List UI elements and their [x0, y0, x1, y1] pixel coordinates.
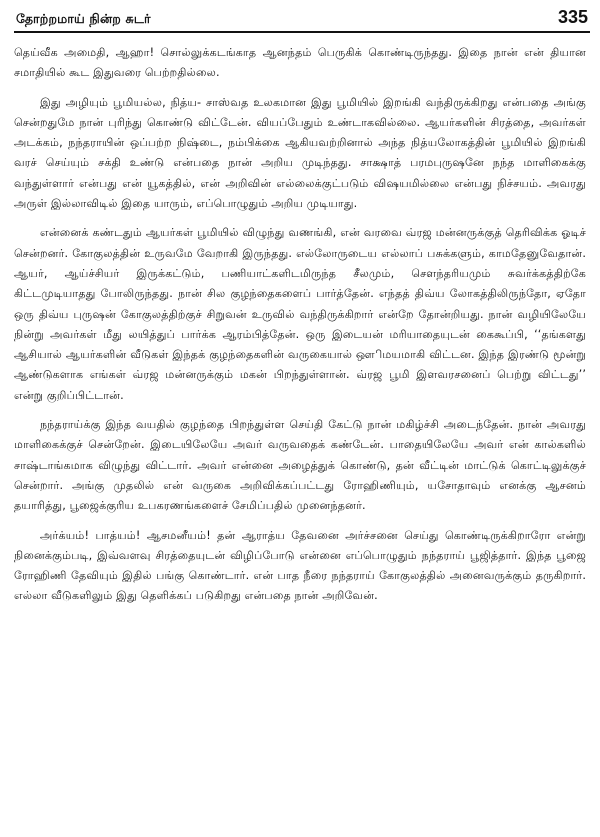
paragraph-1: தெய்வீக அமைதி, ஆஹா! சொல்லுக்கடங்காத ஆனந்தம் பெருகிக் கொண்டிருந்தது. இதை நான் என் தியான சமாதியில் கூட இதுவரை பெற்றதில்லை.	[14, 46, 586, 80]
paragraph-5: அர்க்யம்! பாத்யம்! ஆசமனீயம்! தன் ஆராத்ய தேவனை அர்ச்சனை செய்து கொண்டிருக்கிறாரோ என்று நினைக்கும்படி, இவ்வளவு சிரத்தையுடன் விழிப்போடு என்னை எப்பொழுதும் நந்தராய் பூஜித்தார். இந்த பூஜை ரோஹிணி தேவியும் இதில் பங்கு கொண்டார். என் பாத நீரை நந்தராய் கோகுலத்தில் அனைவருக்கும் தருகிறார். எல்லா வீடுகளிலும் இது தெளிக்கப் படுகிறது என்பதை நான் அறிவேன்.	[14, 528, 586, 603]
paragraph-4: நந்தராய்க்கு இந்த வயதில் குழந்தை பிறந்துள்ள செய்தி கேட்டு நான் மகிழ்ச்சி அடைந்தேன். நான் அவரது மாளிகைக்குச் சென்றேன். இடையிலேயே அவர் வருவதைக் கண்டேன். பாதையிலேயே அவர் என் கால்களில் சாஷ்டாங்கமாக விழுந்து விட்டார். அவர் என்னை அழைத்துக் கொண்டு, தன் வீட்டின் மாட்டுக் கொட்டிலுக்குச் சென்றார். அங்கு முதலில் என் வருகை அறிவிக்கப்பட்டது ரோஹிணியும், யசோதாவும் எனக்கு ஆசனம் தயாரித்து, பூஜைக்குரிய உபகரணங்களைச் சேமிப்பதில் முனைந்தனர்.	[14, 418, 586, 513]
running-title: தோற்றமாய் நின்ற சுடர்	[16, 11, 151, 26]
body-text	[14, 43, 590, 607]
paragraph-2: இது அழியும் பூமியல்ல, நித்ய- சாஸ்வத உலகமான இது பூமியில் இறங்கி வந்திருக்கிறது என்பதை அங்கு சென்றதுமே நான் புரிந்து கொண்டு விட்டேன். வியப்பேதும் உண்டாகவில்லை. ஆயர்களின் சிரத்தை, அவர்கள் அடக்கம், நந்தராயின் ஒப்பற்ற நிஷ்டை, நம்பிக்கை ஆகியவற்றினால் அந்த நித்யலோகத்தின் பூமியில் இறங்கி வரச் செய்யும் சக்தி உண்டு என்பதை நான் அறிய முடிந்தது. சாக்ஷாத் பரமபுருஷனே நந்த மாளிகைக்கு வந்துள்ளார் என்பது என் யூகத்தில், என் அறிவின் எல்லைக்குட்படும் விஷயமில்லை என்பது நிச்சயம். அவரது அருள் இல்லாவிடில் இதை யாரும், எப்பொழுதும் அறிய முடியாது.	[14, 95, 586, 211]
paragraph-3: என்னைக் கண்டதும் ஆயர்கள் பூமியில் விழுந்து வணங்கி, என் வரவை வ்ரஜ மன்னருக்குத் தெரிவிக்க ஓடிச் சென்றனர். கோகுலத்தின் உருவமே வேறாகி இருந்தது. எல்லோருடைய எல்லாப் பசுக்களும், காமதேனுவேதான். ஆயர், ஆய்ச்சியர் இருக்கட்டும், பணியாட்களிடமிருந்த சீலமும், சௌந்தரியமும் சுவர்க்கத்திற்கே கிட்டமுடியாதது போலிருந்தது. நான் சில குழந்தைகளைப் பார்த்தேன். எந்தத் திவ்ய லோகத்திலிருந்தோ, ஏதோ ஒரு திவ்ய புருஷன் கோகுலத்திற்குச் சிறுவன் உருவில் வந்திருக்கிறார் என்றே தோன்றியது. நான் வழியிலேயே நின்று அவர்கள் மீது லயித்துப் பார்க்க ஆரம்பித்தேன். ஒரு இடையன் மரியாதையுடன் கைகூப்பி, ‘‘தங்களது ஆசியால் ஆயர்களின் வீடுகள் இந்தக் குழந்தைகளின் வருகையால் ஔிமயமாகி விட்டன. இந்த இரண்டு மூன்று ஆண்டுகளாக எங்கள் வ்ரஜ மன்னருக்கும் மகன் பிறந்துள்ளான். வ்ரஜ பூமி இளவரசனைப் பெற்று விட்டது’’ என்று குறிப்பிட்டான்.	[14, 226, 586, 402]
page-header	[14, 6, 590, 33]
page-number: 335	[557, 7, 588, 27]
